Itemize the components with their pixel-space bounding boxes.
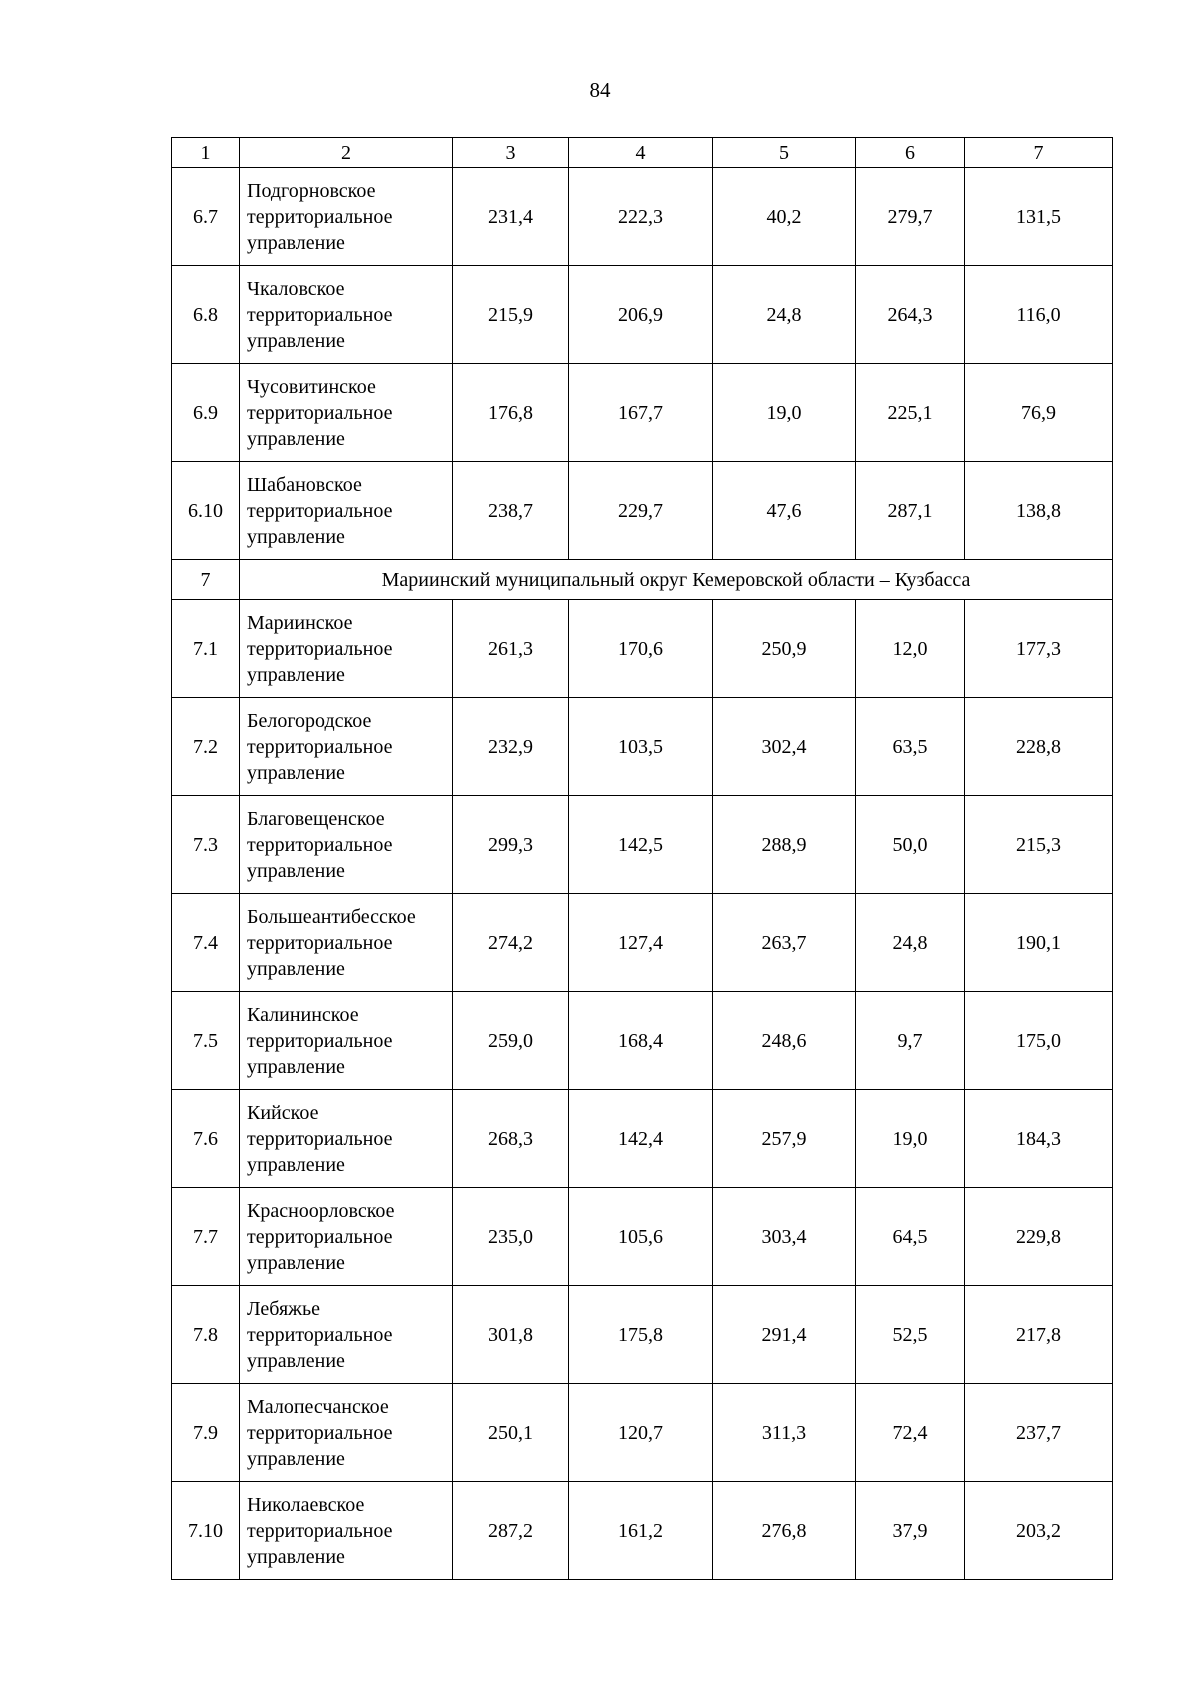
value-cell: 19,0 [856,1090,965,1188]
table-row [172,462,1113,560]
header-cell: 2 [240,138,453,168]
row-number-cell: 6.9 [172,364,240,462]
table-row [172,168,1113,266]
value-cell: 263,7 [713,894,856,992]
row-number-cell: 7.9 [172,1384,240,1482]
value-cell: 24,8 [713,266,856,364]
row-name-cell: Малопесчанское территориальное управление [240,1384,453,1482]
header-cell: 5 [713,138,856,168]
value-cell: 261,3 [453,600,569,698]
value-cell: 303,4 [713,1188,856,1286]
value-cell: 287,2 [453,1482,569,1580]
table-row [172,992,1113,1090]
table-row [172,364,1113,462]
row-number-cell: 6.8 [172,266,240,364]
value-cell: 301,8 [453,1286,569,1384]
row-name-cell: Благовещенское территориальное управление [240,796,453,894]
value-cell: 161,2 [569,1482,713,1580]
value-cell: 9,7 [856,992,965,1090]
value-cell: 168,4 [569,992,713,1090]
value-cell: 142,4 [569,1090,713,1188]
value-cell: 138,8 [965,462,1113,560]
row-name-cell: Николаевское территориальное управление [240,1482,453,1580]
row-number-cell: 7.8 [172,1286,240,1384]
value-cell: 177,3 [965,600,1113,698]
value-cell: 103,5 [569,698,713,796]
value-cell: 259,0 [453,992,569,1090]
row-number-cell: 7.3 [172,796,240,894]
value-cell: 311,3 [713,1384,856,1482]
header-cell: 1 [172,138,240,168]
value-cell: 279,7 [856,168,965,266]
table-row [172,698,1113,796]
row-name-cell: Подгорновское территориальное управление [240,168,453,266]
row-number-cell: 7.1 [172,600,240,698]
row-name-cell: Кийское территориальное управление [240,1090,453,1188]
header-cell: 4 [569,138,713,168]
row-name-cell: Красноорловское территориальное управление [240,1188,453,1286]
value-cell: 170,6 [569,600,713,698]
value-cell: 302,4 [713,698,856,796]
row-number-cell: 6.7 [172,168,240,266]
value-cell: 288,9 [713,796,856,894]
row-number-cell: 7.10 [172,1482,240,1580]
table-row [172,266,1113,364]
value-cell: 257,9 [713,1090,856,1188]
value-cell: 105,6 [569,1188,713,1286]
value-cell: 250,1 [453,1384,569,1482]
row-number-cell: 7.2 [172,698,240,796]
value-cell: 268,3 [453,1090,569,1188]
value-cell: 64,5 [856,1188,965,1286]
header-cell: 7 [965,138,1113,168]
table-row [172,1482,1113,1580]
value-cell: 228,8 [965,698,1113,796]
value-cell: 276,8 [713,1482,856,1580]
value-cell: 50,0 [856,796,965,894]
group-number-cell: 7 [172,560,240,600]
value-cell: 235,0 [453,1188,569,1286]
table-row [172,1188,1113,1286]
value-cell: 40,2 [713,168,856,266]
table-row [172,1286,1113,1384]
table-row [172,1384,1113,1482]
value-cell: 264,3 [856,266,965,364]
value-cell: 190,1 [965,894,1113,992]
row-number-cell: 7.6 [172,1090,240,1188]
value-cell: 176,8 [453,364,569,462]
table-group-row [172,560,1113,600]
value-cell: 47,6 [713,462,856,560]
value-cell: 52,5 [856,1286,965,1384]
value-cell: 248,6 [713,992,856,1090]
value-cell: 299,3 [453,796,569,894]
value-cell: 142,5 [569,796,713,894]
data-table [171,137,1113,1580]
header-cell: 3 [453,138,569,168]
table-body [172,138,1113,1580]
row-name-cell: Лебяжье территориальное управление [240,1286,453,1384]
table-header-row [172,138,1113,168]
row-number-cell: 7.7 [172,1188,240,1286]
value-cell: 63,5 [856,698,965,796]
value-cell: 222,3 [569,168,713,266]
value-cell: 250,9 [713,600,856,698]
value-cell: 215,3 [965,796,1113,894]
value-cell: 206,9 [569,266,713,364]
row-name-cell: Мариинское территориальное управление [240,600,453,698]
value-cell: 225,1 [856,364,965,462]
table-row [172,1090,1113,1188]
row-name-cell: Чкаловское территориальное управление [240,266,453,364]
value-cell: 76,9 [965,364,1113,462]
row-name-cell: Чусовитинское территориальное управление [240,364,453,462]
value-cell: 116,0 [965,266,1113,364]
value-cell: 24,8 [856,894,965,992]
value-cell: 131,5 [965,168,1113,266]
value-cell: 203,2 [965,1482,1113,1580]
row-number-cell: 7.4 [172,894,240,992]
value-cell: 120,7 [569,1384,713,1482]
value-cell: 287,1 [856,462,965,560]
row-name-cell: Белогородское территориальное управление [240,698,453,796]
table-row [172,600,1113,698]
value-cell: 291,4 [713,1286,856,1384]
row-name-cell: Калининское территориальное управление [240,992,453,1090]
value-cell: 175,8 [569,1286,713,1384]
value-cell: 217,8 [965,1286,1113,1384]
row-name-cell: Большеантибесское территориальное управление [240,894,453,992]
row-number-cell: 7.5 [172,992,240,1090]
value-cell: 72,4 [856,1384,965,1482]
value-cell: 167,7 [569,364,713,462]
value-cell: 184,3 [965,1090,1113,1188]
value-cell: 232,9 [453,698,569,796]
value-cell: 37,9 [856,1482,965,1580]
row-name-cell: Шабановское территориальное управление [240,462,453,560]
value-cell: 175,0 [965,992,1113,1090]
value-cell: 238,7 [453,462,569,560]
group-title-cell: Мариинский муниципальный округ Кемеровской области – Кузбасса [240,560,1113,600]
row-number-cell: 6.10 [172,462,240,560]
table-row [172,894,1113,992]
value-cell: 127,4 [569,894,713,992]
table-row [172,796,1113,894]
value-cell: 229,8 [965,1188,1113,1286]
value-cell: 229,7 [569,462,713,560]
value-cell: 237,7 [965,1384,1113,1482]
value-cell: 231,4 [453,168,569,266]
value-cell: 215,9 [453,266,569,364]
page-number: 84 [589,78,611,102]
value-cell: 274,2 [453,894,569,992]
value-cell: 12,0 [856,600,965,698]
header-cell: 6 [856,138,965,168]
value-cell: 19,0 [713,364,856,462]
